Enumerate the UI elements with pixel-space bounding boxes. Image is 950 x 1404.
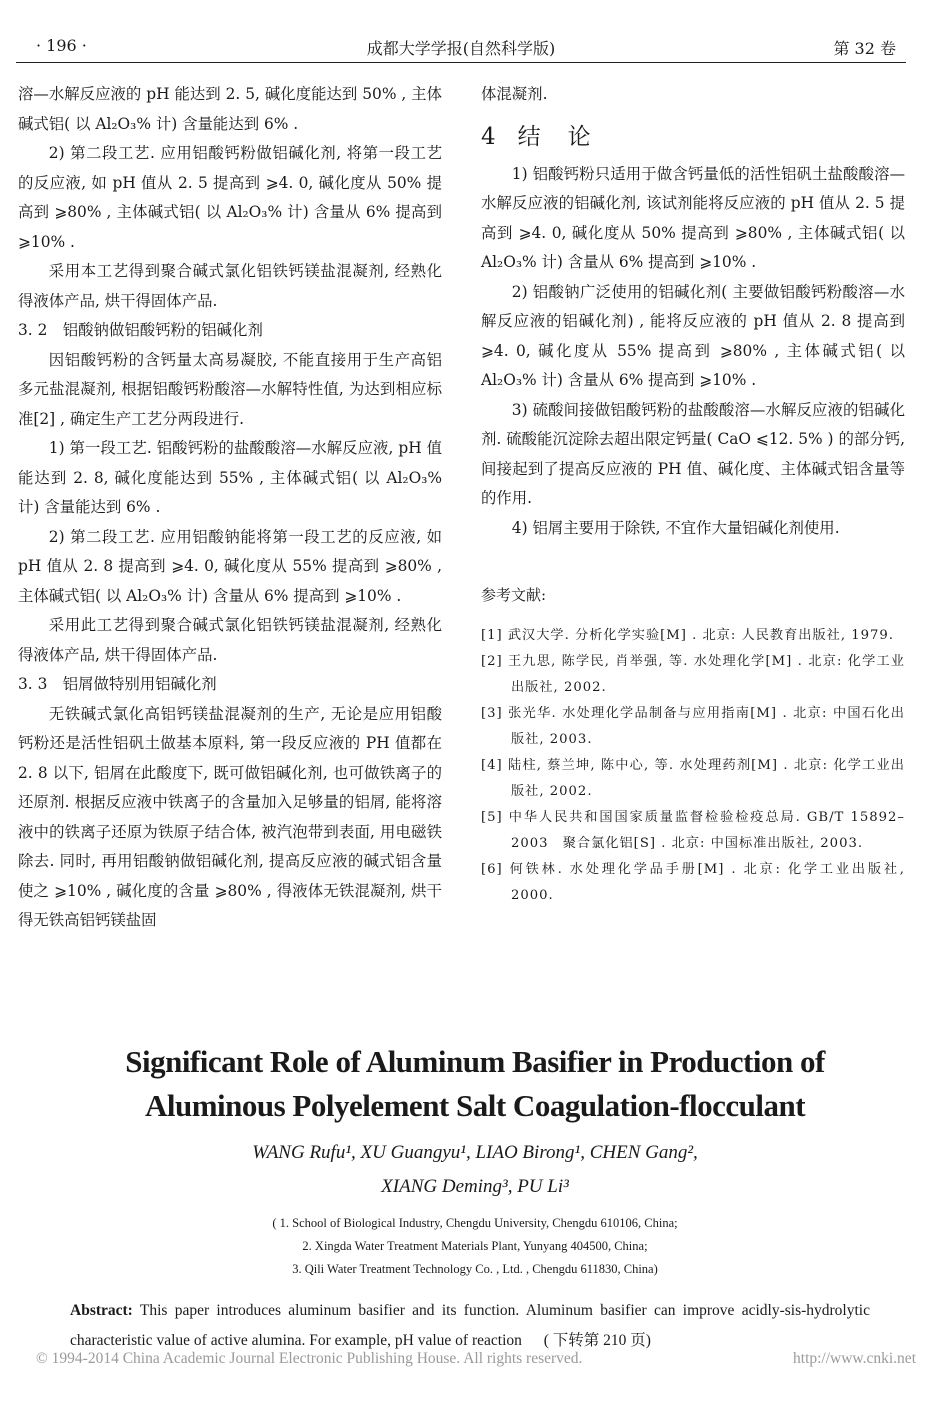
abstract: [70, 1296, 870, 1356]
footer-url[interactable]: http://www.cnki.net: [793, 1350, 916, 1367]
english-title: [30, 1040, 920, 1128]
reference-item: [5] 中华人民共和国国家质量监督检验检疫总局. GB/T 15892– 2003 聚合氯化铝[S] . 北京: 中国标准出版社, 2003.: [481, 809, 905, 851]
conclusion-item: 3) 硫酸间接做铝酸钙粉的盐酸酸溶—水解反应液的铝碱化剂. 硫酸能沉淀除去超出限定钙量( CaO ⩽12. 5% ) 的部分钙, 间接起到了提高反应液的 PH 值、碱化度、主体碱式铝含量等的作用.: [481, 400, 905, 507]
copyright-text: © 1994-2014 China Academic Journal Electronic Publishing House. All rights reserved.: [36, 1350, 583, 1367]
paragraph: 溶—水解反应液的 pH 能达到 2. 5, 碱化度能达到 50% , 主体碱式铝( 以 Al₂O₃% 计) 含量能达到 6% .: [18, 85, 442, 133]
paragraph: 无铁碱式氯化高铝钙镁盐混凝剂的生产, 无论是应用铝酸钙粉还是活性铝矾土做基本原料, 第一段反应液的 PH 值都在 2. 8 以下, 铝屑在此酸度下, 既可做铝碱化剂, 也可做铁离子的还原剂. 根据反应液中铁离子的含量加入足够量的铝屑, 能将溶液中的铁离子还原为铁原子结合体, 被汽泡带到表面, 用电磁铁除去. 同时, 再用铝酸钠做铝碱化剂, 提高反应液的碱式铝含量使之 ⩾10% , 碱化度的含量 ⩾80% , 得液体无铁混凝剂, 烘干得无铁高铝钙镁盐固: [18, 704, 442, 929]
affiliation-line: 3. Qili Water Treatment Technology Co. , Ltd. , Chengdu 611830, China): [292, 1262, 658, 1276]
paragraph: 1) 第一段工艺. 铝酸钙粉的盐酸酸溶—水解反应液, pH 值能达到 2. 8, 碱化度能达到 55% , 主体碱式铝( 以 Al₂O₃% 计) 含量能达到 6% .: [18, 439, 442, 516]
page-number: · 196 ·: [36, 36, 87, 55]
copyright-footer: [36, 1350, 916, 1368]
section-heading-4: [481, 122, 905, 152]
reference-item: [6] 何铁林. 水处理化学品手册[M] . 北京: 化学工业出版社, 2000.: [481, 861, 905, 903]
authors-line: WANG Rufu¹, XU Guangyu¹, LIAO Birong¹, CHEN Gang²,: [252, 1142, 698, 1163]
section-title: 结 论: [517, 123, 593, 150]
conclusion-item: 4) 铝屑主要用于除铁, 不宜作大量铝碱化剂使用.: [511, 518, 840, 537]
authors-line: XIANG Deming³, PU Li³: [381, 1176, 569, 1197]
continued-note: ( 下转第 210 页): [543, 1332, 651, 1349]
reference-item: [3] 张光华. 水处理化学品制备与应用指南[M] . 北京: 中国石化出版社, 2003.: [481, 705, 905, 747]
volume-label: 第 32 卷: [833, 39, 896, 58]
paragraph: 2) 第二段工艺. 应用铝酸钠能将第一段工艺的反应液, 如 pH 值从 2. 8 提高到 ⩾4. 0, 碱化度从 55% 提高到 ⩾80% , 主体碱式铝( 以 Al₂O₃% 计) 含量从 6% 提高到 ⩾10% .: [18, 527, 442, 605]
affiliation-line: 2. Xingda Water Treatment Materials Plant, Yunyang 404500, China;: [302, 1239, 648, 1253]
paragraph: 2) 第二段工艺. 应用铝酸钙粉做铝碱化剂, 将第一段工艺的反应液, 如 pH 值从 2. 5 提高到 ⩾4. 0, 碱化度从 50% 提高到 ⩾80% , 主体碱式铝( 以 Al₂O₃% 计) 含量从 6% 提高到 ⩾10% .: [18, 144, 442, 251]
section-heading-3-2: 3. 2 铝酸钠做铝酸钙粉的铝碱化剂: [18, 321, 263, 339]
reference-item: [2] 王九思, 陈学民, 肖举强, 等. 水处理化学[M] . 北京: 化学工业出版社, 2002.: [481, 653, 905, 695]
section-number: 4: [481, 123, 498, 150]
right-column: [481, 80, 905, 909]
running-header: [16, 32, 906, 63]
paragraph: 采用此工艺得到聚合碱式氯化铝铁钙镁盐混凝剂, 经熟化得液体产品, 烘干得固体产品.: [18, 616, 442, 664]
paragraph: 采用本工艺得到聚合碱式氯化铝铁钙镁盐混凝剂, 经熟化得液体产品, 烘干得固体产品.: [18, 262, 442, 310]
reference-item: [4] 陆柱, 蔡兰坤, 陈中心, 等. 水处理药剂[M] . 北京: 化学工业出版社, 2002.: [481, 757, 905, 799]
paragraph: 因铝酸钙粉的含钙量太高易凝胶, 不能直接用于生产高铝多元盐混凝剂, 根据铝酸钙粉酸溶—水解特性值, 为达到相应标准[2] , 确定生产工艺分两段进行.: [18, 350, 442, 428]
left-column: [18, 80, 442, 936]
conclusion-item: 2) 铝酸钠广泛使用的铝碱化剂( 主要做铝酸钙粉酸溶—水解反应液的铝碱化剂) , 能将反应液的 pH 值从 2. 8 提高到 ⩾4. 0, 碱化度从 55% 提高到 ⩾80% , 主体碱式铝( 以 Al₂O₃% 计) 含量从 6% 提高到 ⩾10% .: [481, 282, 905, 389]
english-title-line: Significant Role of Aluminum Basifier in Production of: [125, 1044, 825, 1079]
abstract-label: Abstract:: [70, 1302, 133, 1319]
conclusion-item: 1) 铝酸钙粉只适用于做含钙量低的活性铝矾土盐酸酸溶—水解反应液的铝碱化剂, 该试剂能将反应液的 pH 值从 2. 5 提高到 ⩾4. 0, 碱化度从 50% 提高到 ⩾80% , 主体碱式铝( 以 Al₂O₃% 计) 含量从 6% 提高到 ⩾10% .: [481, 164, 905, 271]
author-list: [60, 1136, 890, 1204]
affiliations: [60, 1212, 890, 1281]
reference-item: [1] 武汉大学. 分析化学实验[M] . 北京: 人民教育出版社, 1979.: [481, 627, 894, 643]
abstract-text: This paper introduces aluminum basifier and its function. Aluminum basifier can improve acidly-sis-hydrolytic characteristic value of active alumina. For example, pH value of reaction: [70, 1302, 870, 1349]
paragraph: 体混凝剂.: [481, 85, 548, 103]
references-heading: 参考文献:: [481, 586, 547, 604]
affiliation-line: ( 1. School of Biological Industry, Chengdu University, Chengdu 610106, China;: [272, 1216, 678, 1230]
journal-title: 成都大学学报(自然科学版): [366, 39, 556, 58]
section-heading-3-3: 3. 3 铝屑做特别用铝碱化剂: [18, 675, 217, 693]
english-title-line: Aluminous Polyelement Salt Coagulation-flocculant: [144, 1088, 806, 1123]
